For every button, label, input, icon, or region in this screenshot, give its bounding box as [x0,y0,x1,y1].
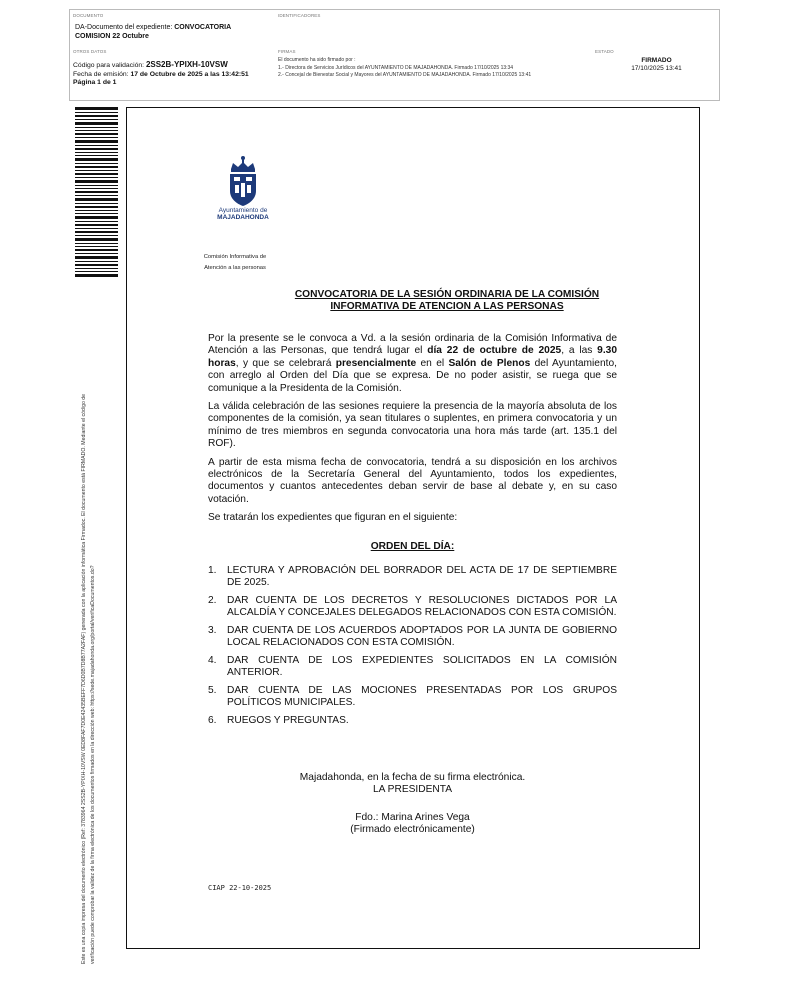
side-verification-text-1: Este es una copia impresa del documento electrónico (Ref: 3783964 2SS2B-YPIXH-10VSW 0ED8FAF7D0E42435BEFF7D6D0B7D8B77A2FAF) generada con la aplicación informática Firmadoc. El documento está FIRMADO. Mediante el código de [81,393,87,964]
identificadores-cell [276,10,721,46]
closing-place-date: Majadahonda, en la fecha de su firma electrónica. LA PRESIDENTA [299,772,526,796]
signature-2: 2.- Concejal de Bienestar Social y Mayores del AYUNTAMIENTO DE MAJADAHONDA. Firmado 17/10/2025 13:41 [278,72,532,78]
documento-text: DA-Documento del expediente: CONVOCATORIA COMISION 22 Octubre [75,24,232,40]
firmas-cell [276,46,592,102]
document-title: CONVOCATORIA DE LA SESIÓN ORDINARIA DE LA COMISIÓN INFORMATIVA DE ATENCION A LAS PERSONAS [294,289,600,312]
committee-label: Comisión Informativa de Atención a las personas [203,254,267,271]
estado-cell [592,46,721,102]
page-count: Página 1 de 1 [73,79,117,86]
emission-date: 17 de Octubre de 2025 a las 13:42:51 [130,70,249,78]
list-item: 5. DAR CUENTA DE LAS MOCIONES PRESENTADAS POR LOS GRUPOS POLÍTICOS MUNICIPALES. [208,684,617,708]
status-badge: FIRMADO [641,57,672,64]
status-date: 17/10/2025 13:41 [631,65,682,72]
document-header-table [69,9,720,101]
validation-code: 2SS2B-YPIXH-10VSW [145,60,228,69]
crown-shield-icon [223,155,263,207]
logo-line-2: MAJADAHONDA [217,214,269,221]
body-text [208,333,617,531]
identificadores-caption: IDENTIFICADORES [278,13,321,18]
paragraph-1: Por la presente se le convoca a Vd. a la sesión ordinaria de la Comisión Informativa de Atención a las Personas, que tendrá lugar el día 22 de octubre de 2025, a las 9.30 horas, y que se celebrará presencialmente en el Salón de Plenos del Ayuntamiento, con arreglo al Orden del Día que se expresa. De no poder asistir, se ruega que se comunique a la Presidenta de la Comisión. [208,333,617,394]
side-verification-text-2: verificación puede comprobar la validez de la firma electrónica de los documentos firmados en la dirección web: https://sede.majadahonda.org/portal/verificaDocumentos.do? [90,565,96,964]
list-item: 3. DAR CUENTA DE LOS ACUERDOS ADOPTADOS POR LA JUNTA DE GOBIERNO LOCAL RELACIONADOS CON ESTA COMISIÓN. [208,624,617,649]
agenda-heading: ORDEN DEL DÍA: [370,541,455,552]
footer-code: CIAP 22-10-2025 [208,884,272,892]
firmas-caption: FIRMAS [278,49,296,54]
paragraph-2: La válida celebración de las sesiones requiere la presencia de la mayoría absoluta de los componentes de la comisión, ya sean titulares o suplentes, en primera convocatoria y un mínimo de tres miembros en segunda convocatoria una hora más tarde (art. 135.1 del ROF). [208,401,617,450]
agenda-list [208,565,617,732]
signature-1: 1.- Directora de Servicios Jurídicos del AYUNTAMIENTO DE MAJADAHONDA. Firmado 17/10/2025 13:34 [278,64,514,71]
municipality-logo [205,155,281,235]
list-item: 2. DAR CUENTA DE LOS DECRETOS Y RESOLUCIONES DICTADOS POR LA ALCALDÍA Y CONCEJALES DELEGADOS RELACIONADOS CON ESTA COMISIÓN. [208,594,617,619]
paragraph-4: Se tratarán los expedientes que figuran en el siguiente: [208,512,458,524]
documento-cell [70,10,276,46]
documento-caption: DOCUMENTO [73,13,104,18]
list-item: 1. LECTURA Y APROBACIÓN DEL BORRADOR DEL ACTA DE 17 DE SEPTIEMBRE DE 2025. [208,565,617,589]
signature-block: Fdo.: Marina Arines Vega (Firmado electrónicamente) [350,812,475,836]
list-item: 4. DAR CUENTA DE LOS EXPEDIENTES SOLICITADOS EN LA COMISIÓN ANTERIOR. [208,654,617,678]
otros-datos-cell [70,46,276,102]
otros-text: Código para validación: 2SS2B-YPIXH-10VSW Fecha de emisión: 17 de Octubre de 2025 a las 13:42:51 Página 1 de 1 [73,60,249,86]
barcode-image [75,107,118,277]
estado-caption: ESTADO [595,49,614,54]
firmas-text: El documento ha sido firmado por : 1.- Directora de Servicios Jurídicos del AYUNTAMIENTO DE MAJADAHONDA. Firmado 17/10/2025 13:34 2.- Concejal de Bienestar Social y Mayores del AYUNTAMIENTO DE MAJADAHONDA. Firmado 17/10/2025 13:41 [278,57,532,78]
list-item: 6. RUEGOS Y PREGUNTAS. [208,714,349,726]
paragraph-3: A partir de esta misma fecha de convocatoria, tendrá a su disposición en los archivos electrónicos de la Secretaría General del Ayuntamiento, todos los expedientes, documentos y cuantos antecedentes deban servir de base al debate y, en su caso votación. [208,456,617,505]
estado-text [592,57,721,73]
otros-caption: OTROS DATOS [73,49,107,54]
logo-line-1: Ayuntamiento de [218,207,268,214]
